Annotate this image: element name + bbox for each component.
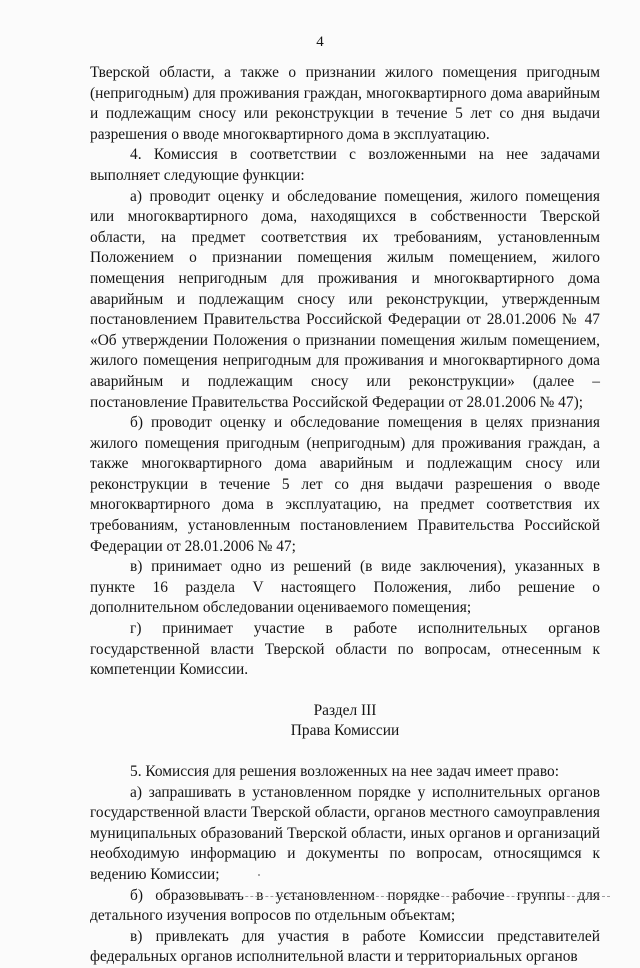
paragraph-item-5v: в) привлекать для участия в работе Комиссии представителей федеральных органов исполнительной власти и территориальных органов xyxy=(90,927,600,966)
heading-spacer xyxy=(90,681,600,701)
paragraph-item-5: 5. Комиссия для решения возложенных на нее задач имеет право: xyxy=(130,763,559,780)
page-number: 4 xyxy=(316,34,324,50)
paragraph-item-5a: а) запрашивать в установленном порядке у исполнительных органов государственной власти Тверской области, органов местного самоуправления муниципальных образований Тверской области, иных органов и организаций необходимую информацию и документы по вопросам, относящимся к ведению Комиссии; xyxy=(90,783,600,883)
section-title: Права Комиссии xyxy=(290,722,400,740)
scan-speck xyxy=(258,874,260,876)
paragraph-item-4g: г) принимает участие в работе исполнительных органов государственной власти Тверской области по вопросам, отнесенным к компетенции Комиссии. xyxy=(90,620,600,679)
body-text xyxy=(90,63,600,968)
paragraph-item-4v: в) принимает одно из решений (в виде заключения), указанных в пункте 16 раздела V настоящего Положения, либо решение о дополнительном обследовании оцениваемого помещения; xyxy=(90,558,600,617)
paragraph-item-4: 4. Комиссия в соответствии с возложенными на нее задачами выполняет следующие функции: xyxy=(90,146,600,184)
paragraph-item-5b: б) образовывать в установленном порядке рабочие группы для детального изучения вопросов по отдельным объектам; xyxy=(90,886,600,925)
section-number: Раздел III xyxy=(313,701,377,719)
heading-spacer xyxy=(90,742,600,762)
paragraph-continuation: Тверской области, а также о признании жилого помещения пригодным (непригодным) для проживания граждан, многоквартирного дома аварийным и подлежащим сносу или реконструкции в течение 5 лет со дня выдачи разрешения о вводе многоквартирного дома в эксплуатацию. xyxy=(90,64,600,143)
paragraph-item-4b: б) проводит оценку и обследование помещения в целях признания жилого помещения пригодным (непригодным) для проживания граждан, а также многоквартирного дома аварийным и подлежащим сносу или реконструкции в течение 5 лет со дня выдачи разрешения о вводе многоквартирного дома в эксплуатацию, на предмет соответствия их требованиям, установленным постановлением Правительства Российской Федерации от 28.01.2006 № 47; xyxy=(90,414,600,555)
bottom-edge-line xyxy=(190,896,610,897)
paragraph-item-4a: а) проводит оценку и обследование помещения, жилого помещения или многоквартирного дома, находящихся в собственности Тверской области, на предмет соответствия их требованиям, установленным Положением о признании помещения жилым помещением, жилого помещения непригодным для проживания и многоквартирного дома аварийным и подлежащим сносу или реконструкции, утвержденным постановлением Правительства Российской Федерации от 28.01.2006 № 47 «Об утверждении Положения о признании помещения жилым помещением, жилого помещения непригодным для проживания и многоквартирного дома аварийным и подлежащим сносу или реконструкции» (далее – постановление Правительства Российской Федерации от 28.01.2006 № 47); xyxy=(90,187,600,411)
